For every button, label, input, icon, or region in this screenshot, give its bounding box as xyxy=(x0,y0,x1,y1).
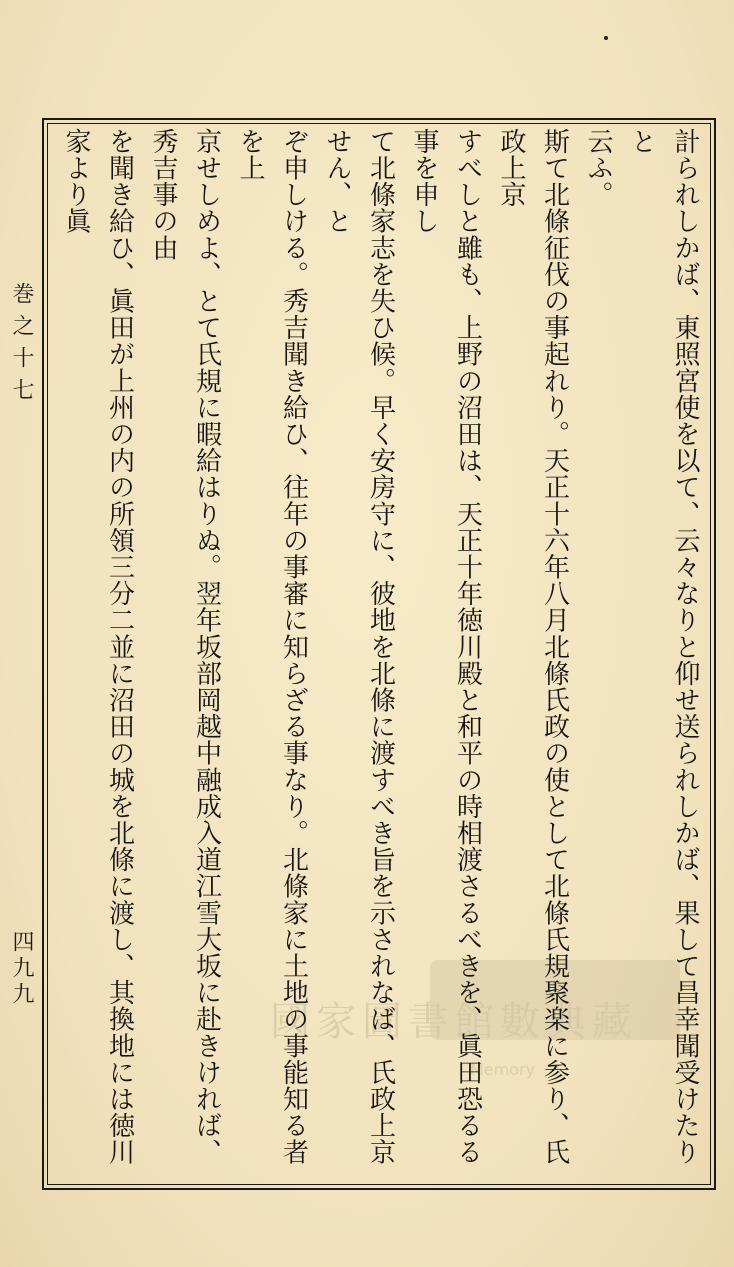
volume-label: 巻之十七 xyxy=(9,282,34,410)
library-watermark: 國家圖書館數典藏 xyxy=(270,999,638,1045)
text-column: 斯て北條征伐の事起れり。天正十六年八月北條氏政の使として北條氏規聚楽に参り、氏政上京 xyxy=(496,128,570,1166)
library-watermark-latin: Memory xyxy=(470,1060,536,1079)
ink-speck xyxy=(604,36,608,40)
page-number: 四九九 xyxy=(9,930,34,1008)
text-column: すべしと雖も、上野の沼田は、天正十年徳川殿と和平の時相渡さるべきを、眞田恐るる事を申し xyxy=(409,128,483,1166)
body-text xyxy=(58,128,706,1178)
text-column: 計られしかば、東照宮使を以て、云々なりと仰せ送られしかば、果して昌幸聞受けたりと xyxy=(626,128,700,1166)
text-column: ぞ申しける。秀吉聞き給ひ、往年の事審に知らざる事なり。北條家に土地の事能知る者を上 xyxy=(235,128,309,1166)
text-column: 京せしめよ、とて氏規に暇給はりぬ。翌年坂部岡越中融成入道江雪大坂に赴きければ、秀吉事の由 xyxy=(148,128,222,1166)
text-column: 云ふ。 xyxy=(583,128,613,208)
text-column: て北條家志を失ひ候。早く安房守に、彼地を北條に渡すべき旨を示されなば、氏政上京せん、と xyxy=(322,128,396,1166)
text-column: を聞き給ひ、眞田が上州の内の所領三分二並に沼田の城を北條に渡し、其換地には徳川家より眞 xyxy=(61,128,135,1166)
